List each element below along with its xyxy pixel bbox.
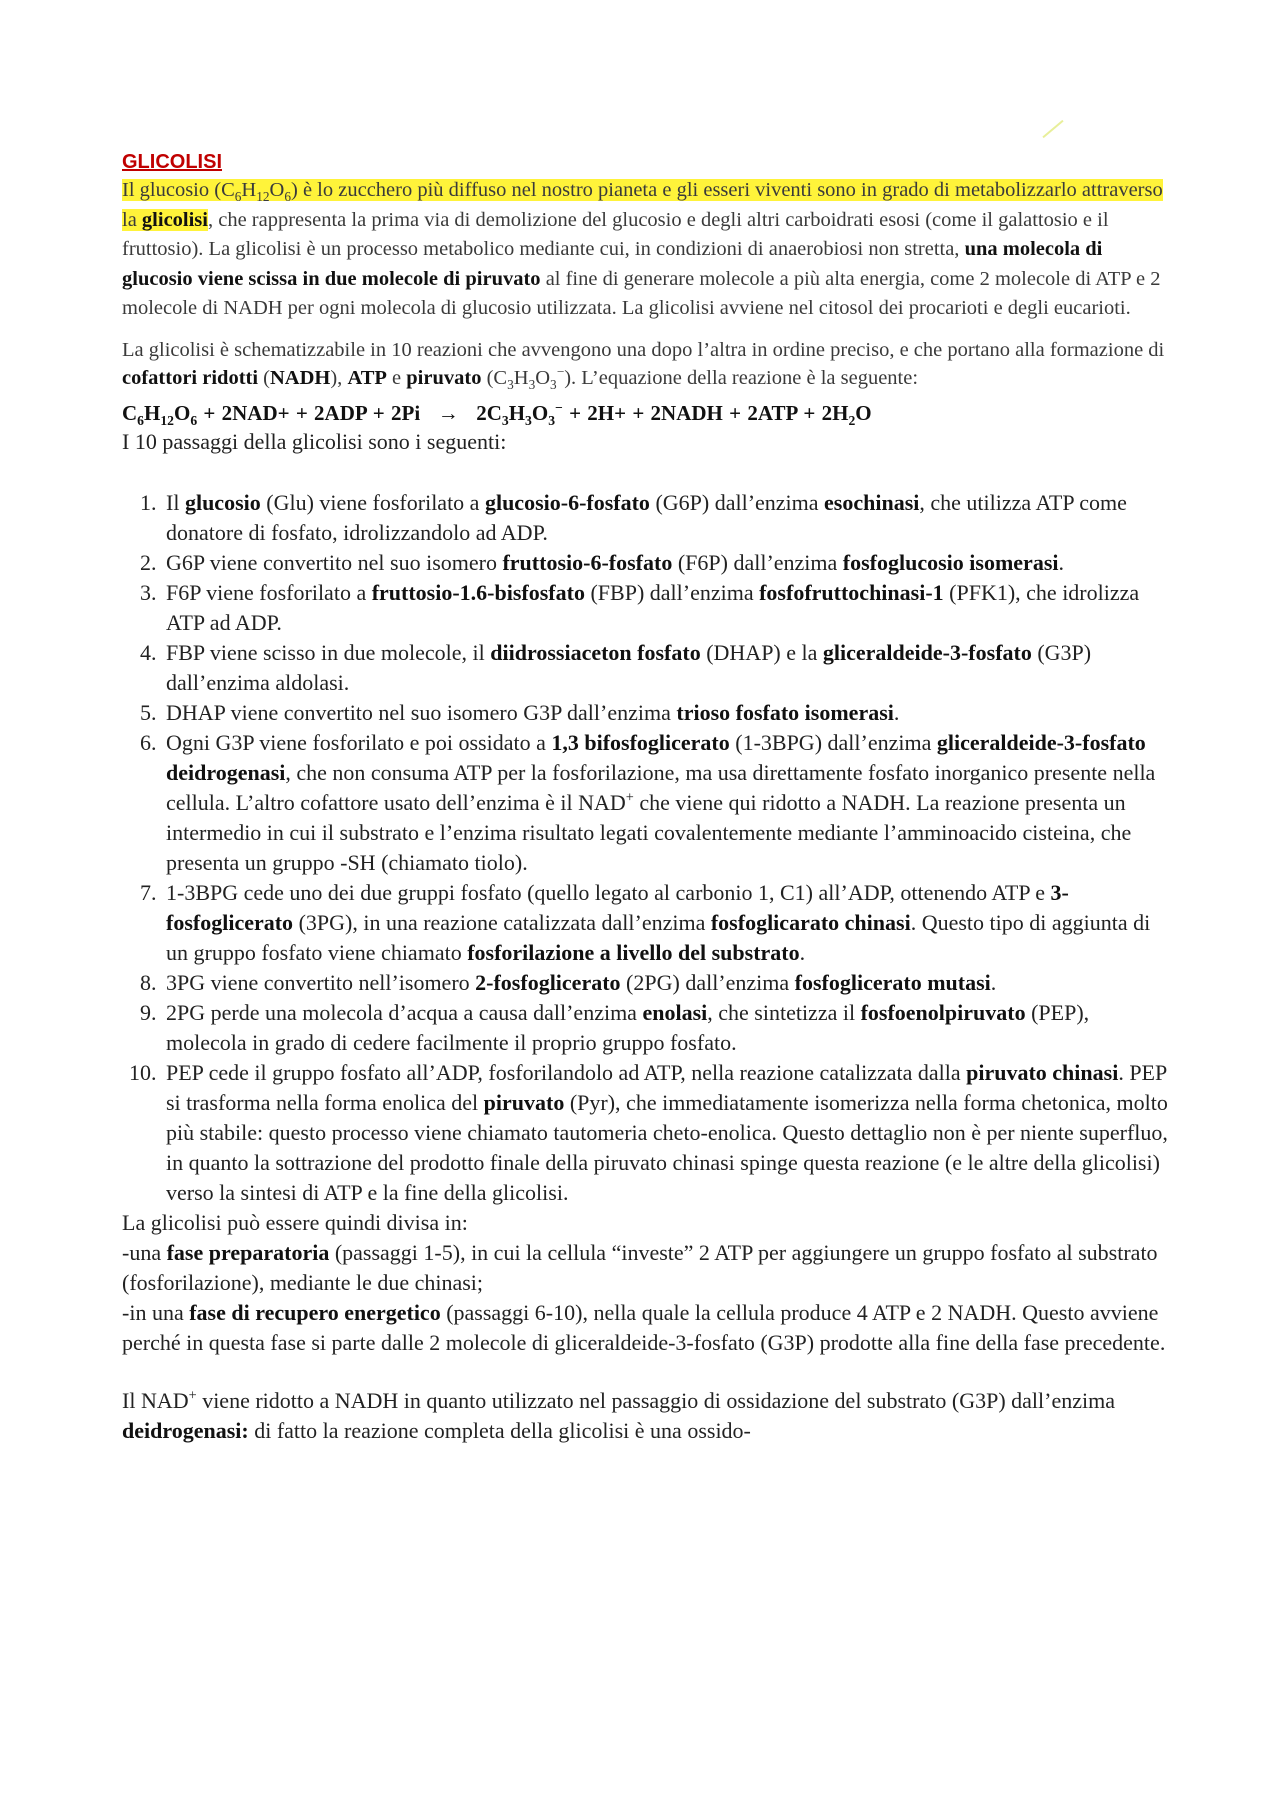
list-item: 8. 3PG viene convertito nell’isomero 2-fosfoglicerato (2PG) dall’enzima fosfoglicerato mutasi. <box>162 968 1172 998</box>
paragraph-intro: Il glucosio $(C_6H_{12}O_6)$ è lo zucchero più diffuso nel nostro pianeta e gli esseri viventi sono in grado di metabolizzarlo attraverso la glicolisi, che rappresenta la prima via di demolizione del glucosio e degli altri carboidrati esosi (come il galattosio e il fruttosio). La glicolisi è un processo metabolico mediante cui, in condizioni di anaerobiosi non stretta, una molecola di glucosio viene scissa in due molecole di piruvato al fine di generare molecole a più alta energia, come 2 molecole di ATP e 2 molecole di NADH per ogni molecola di glucosio utilizzata. La glicolisi avviene nel citosol dei procarioti e degli eucarioti. <box>122 179 1163 319</box>
steps-list <box>122 488 1172 1208</box>
list-item: 9. 2PG perde una molecola d’acqua a causa dall’enzima enolasi, che sintetizza il fosfoenolpiruvato (PEP), molecola in grado di cedere facilmente il proprio gruppo fosfato. <box>162 998 1172 1058</box>
list-item: 2. G6P viene convertito nel suo isomero fruttosio-6-fosfato (F6P) dall’enzima fosfoglucosio isomerasi. <box>162 548 1172 578</box>
highlighted-text: Il glucosio $(C_6H_{12}O_6)$ è lo zucchero più diffuso nel nostro pianeta e gli esseri viventi sono in grado di metabolizzarlo attraverso la glicolisi <box>122 179 1163 231</box>
document-body <box>122 148 1172 1446</box>
phases-intro: La glicolisi può essere quindi divisa in: <box>122 1209 468 1235</box>
pen-mark <box>1042 120 1063 138</box>
steps-intro: I 10 passaggi della glicolisi sono i seguenti: <box>122 428 507 454</box>
list-item: 3. F6P viene fosforilato a fruttosio-1.6-bisfosfato (FBP) dall’enzima fosfofruttochinasi-1 (PFK1), che idrolizza ATP ad ADP. <box>162 578 1172 638</box>
paragraph-reactions: La glicolisi è schematizzabile in 10 reazioni che avvengono una dopo l’altra in ordine preciso, e che portano alla formazione di cofattori ridotti (NADH), ATP e piruvato $(C_3H_3O_3^-)$. L’equazione della reazione è la seguente: <box>122 338 1165 393</box>
list-item: 6. Ogni G3P viene fosforilato e poi ossidato a 1,3 bifosfoglicerato (1-3BPG) dall’enzima gliceraldeide-3-fosfato deidrogenasi, che non consuma ATP per la fosforilazione, ma usa direttamente fosfato inorganico presente nella cellula. L’altro cofattore usato dell’enzima è il NAD+ che viene qui ridotto a NADH. La reazione presenta un intermedio in cui il substrato e l’enzima risultato legati covalentemente mediante l’amminoacido cisteina, che presenta un gruppo -SH (chiamato tiolo). <box>162 728 1172 878</box>
document-title: GLICOLISI <box>122 151 222 173</box>
list-item: 5. DHAP viene convertito nel suo isomero G3P dall’enzima trioso fosfato isomerasi. <box>162 698 1172 728</box>
arrow-icon: → <box>437 400 459 425</box>
phase-recovery: -in una fase di recupero energetico (passaggi 6-10), nella quale la cellula produce 4 ATP e 2 NADH. Questo avviene perché in questa fase si parte dalle 2 molecole di gliceraldeide-3-fosfato (G3P) prodotte alla fine della fase precedente. <box>122 1299 1166 1355</box>
list-item: 7. 1-3BPG cede uno dei due gruppi fosfato (quello legato al carbonio 1, C1) all’ADP, ottenendo ATP e 3-fosfoglicerato (3PG), in una reazione catalizzata dall’enzima fosfoglicarato chinasi. Questo tipo di aggiunta di un gruppo fosfato viene chiamato fosforilazione a livello del substrato. <box>162 878 1172 968</box>
list-item: 4. FBP viene scisso in due molecole, il diidrossiaceton fosfato (DHAP) e la gliceraldeide-3-fosfato (G3P) dall’enzima aldolasi. <box>162 638 1172 698</box>
phase-preparatory: -una fase preparatoria (passaggi 1-5), in cui la cellula “investe” 2 ATP per aggiungere un gruppo fosfato al substrato (fosforilazione), mediante le due chinasi; <box>122 1239 1158 1295</box>
list-item: 10. PEP cede il gruppo fosfato all’ADP, fosforilandolo ad ATP, nella reazione catalizzata dalla piruvato chinasi. PEP si trasforma nella forma enolica del piruvato (Pyr), che immediatamente isomerizza nella forma chetonica, molto più stabile: questo processo viene chiamato tautomeria cheto-enolica. Questo dettaglio non è per niente superfluo, in quanto la sottrazione del prodotto finale della piruvato chinasi spinge questa reazione (e le altre della glicolisi) verso la sintesi di ATP e la fine della glicolisi. <box>162 1058 1172 1208</box>
list-item: 1. Il glucosio (Glu) viene fosforilato a glucosio-6-fosfato (G6P) dall’enzima esochinasi, che utilizza ATP come donatore di fosfato, idrolizzandolo ad ADP. <box>162 488 1172 548</box>
paragraph-final: Il NAD+ viene ridotto a NADH in quanto utilizzato nel passaggio di ossidazione del substrato (G3P) dall’enzima deidrogenasi: di fatto la reazione completa della glicolisi è una ossido- <box>122 1387 1115 1443</box>
reaction-equation: $C_6H_{12}O_6 + 2NAD+ + 2ADP + 2Pi \to 2C_3H_3O_3^- + 2H+$ + 2NADH + $2ATP + 2H_2O$ <box>122 399 872 428</box>
